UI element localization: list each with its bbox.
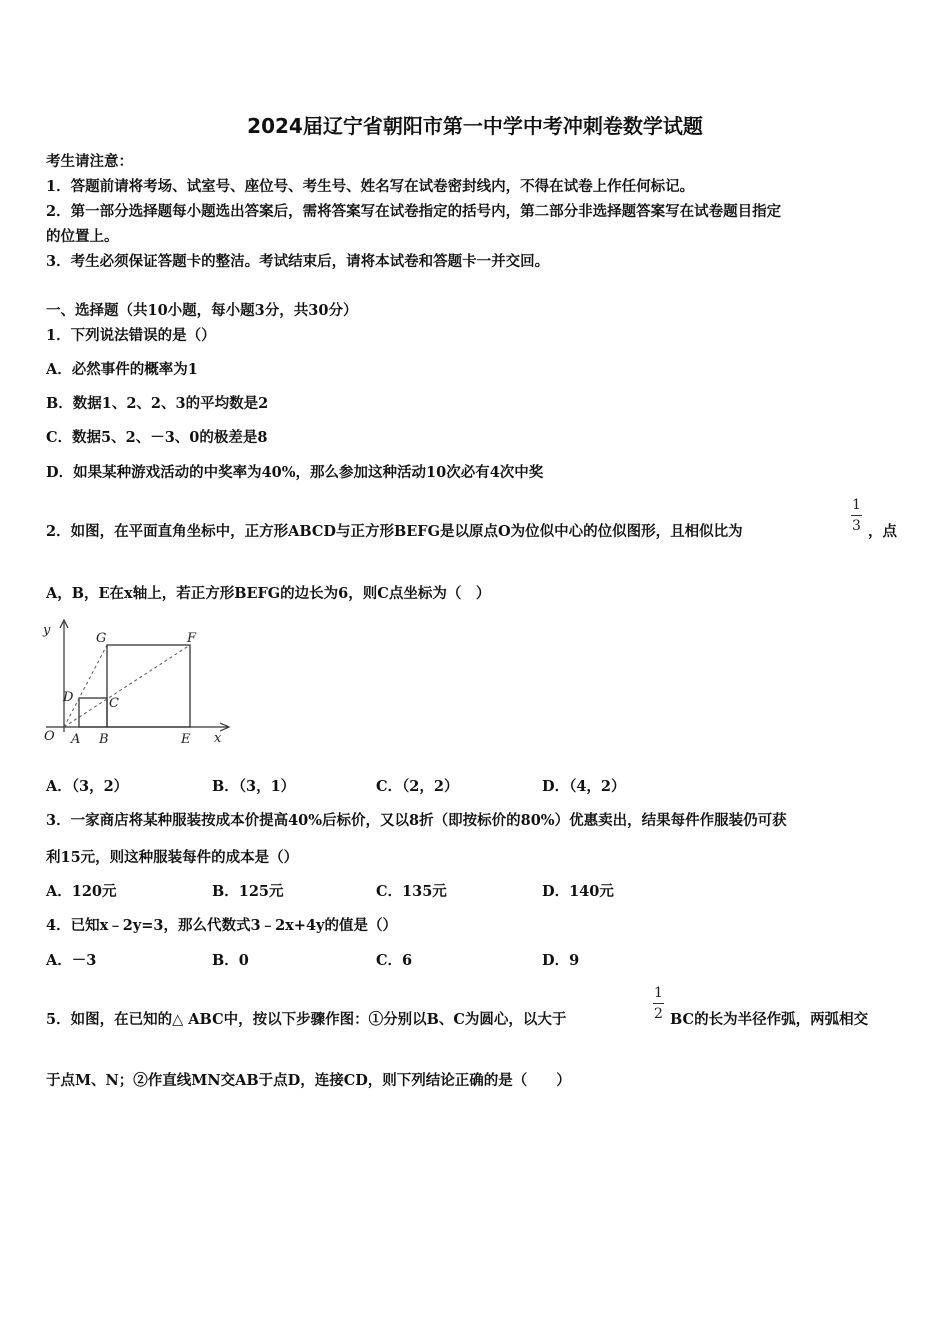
notice-item-2-cont: 的位置上。 [46,228,119,245]
q3-option-a: A．120元 [46,883,117,900]
q5-fraction-denominator: 2 [654,1006,663,1022]
q4-option-d: D．9 [542,952,580,969]
label-b: B [99,732,109,747]
q3-stem-line2: 利15元，则这种服装每件的成本是（） [46,849,299,866]
q2-option-c: C．（2，2） [376,778,459,795]
dashed-line-o-f [64,645,190,727]
q2-figure [36,614,246,749]
label-a: A [71,732,81,747]
q2-stem-line1-end: ，点 [868,523,897,540]
q1-option-b: B．数据1、2、2、3的平均数是2 [46,395,269,412]
q5-stem-line1-post: BC的长为半径作弧，两弧相交 [670,1011,869,1028]
label-g: G [96,631,107,646]
page-title: 2024届辽宁省朝阳市第一中学中考冲刺卷数学试题 [247,114,703,138]
square-abcd [79,698,107,727]
q5-stem-line2: 于点M、N；②作直线MN交AB于点D，连接CD，则下列结论正确的是（ ） [46,1072,571,1089]
q1-option-a: A．必然事件的概率为1 [46,361,198,378]
q2-option-b: B．（3，1） [212,778,296,795]
q4-option-c: C．6 [376,952,413,969]
q4-stem: 4．已知x﹣2y=3，那么代数式3﹣2x+4y的值是（） [46,917,397,934]
q2-fraction-numerator: 1 [852,497,861,513]
dashed-line-o-g [64,645,107,727]
notice-item-1: 1．答题前请将考场、试室号、座位号、考生号、姓名写在试卷密封线内，不得在试卷上作任何标记。 [46,178,695,195]
label-x: x [214,731,222,746]
q5-fraction [653,985,664,1022]
q1-stem: 1．下列说法错误的是（） [46,327,216,344]
q5-stem-line1-pre: 5．如图，在已知的△ ABC中，按以下步骤作图：①分别以B、C为圆心，以大于 [46,1011,567,1028]
label-f: F [187,631,197,646]
q2-fraction [851,497,862,534]
q3-stem-line1: 3．一家商店将某种服装按成本价提高40%后标价，又以8折（即按标价的80%）优惠卖出，结果每件作服装仍可获 [46,812,787,829]
q2-option-a: A．（3，2） [46,778,129,795]
label-c: C [109,696,119,711]
square-befg [107,645,190,727]
section-heading: 一、选择题（共10小题，每小题3分，共30分） [46,302,358,319]
q3-option-b: B．125元 [212,883,284,900]
q3-option-d: D．140元 [542,883,614,900]
q4-option-b: B．0 [212,952,249,969]
q2-stem-line1: 2．如图，在平面直角坐标中，正方形ABCD与正方形BEFG是以原点O为位似中心的位似图形，且相似比为 [46,523,743,540]
label-o: O [44,729,55,744]
q1-option-d: D．如果某种游戏活动的中奖率为40%，那么参加这种活动10次必有4次中奖 [46,464,544,481]
label-y: y [43,623,51,638]
q1-option-c: C．数据5、2、－3、0的极差是8 [46,429,268,446]
notice-heading: 考生请注意： [46,153,133,170]
label-d: D [63,690,74,705]
q5-fraction-numerator: 1 [654,985,663,1001]
label-e: E [181,732,191,747]
q3-option-c: C．135元 [376,883,447,900]
notice-item-2: 2．第一部分选择题每小题选出答案后，需将答案写在试卷指定的括号内，第二部分非选择题答案写在试卷题目指定 [46,203,782,220]
q4-option-a: A．－3 [46,952,97,969]
q2-stem-line2: A，B，E在x轴上，若正方形BEFG的边长为6，则C点坐标为（ ） [46,585,491,602]
notice-item-3: 3．考生必须保证答题卡的整洁。考试结束后，请将本试卷和答题卡一并交回。 [46,253,550,270]
q2-fraction-denominator: 3 [852,518,861,534]
q2-option-d: D．（4，2） [542,778,626,795]
